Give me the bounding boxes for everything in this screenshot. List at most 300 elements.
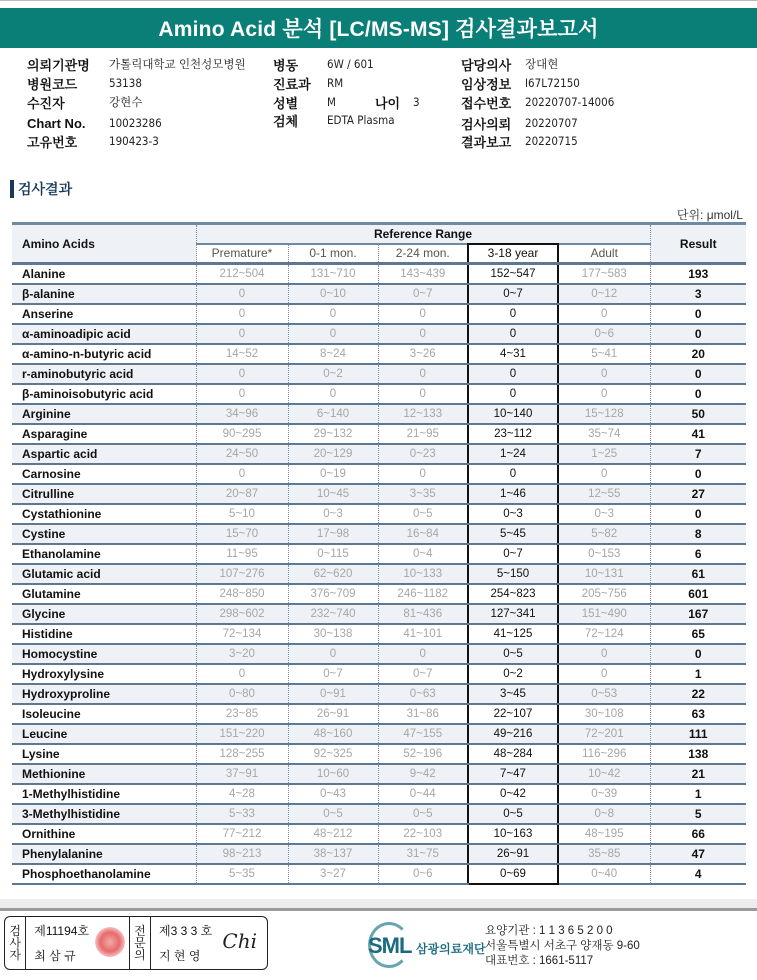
header-3-18-year: 3-18 year bbox=[468, 244, 558, 264]
table-row bbox=[12, 544, 746, 564]
info-label: 검체 bbox=[273, 113, 299, 129]
reference-range-m2-24: 9~42 bbox=[378, 764, 468, 784]
reference-range-y3-18: 23~112 bbox=[468, 424, 558, 444]
result-value: 0 bbox=[650, 504, 746, 524]
reference-range-premature: 248~850 bbox=[196, 584, 288, 604]
reference-range-y3-18: 0~5 bbox=[468, 804, 558, 824]
table-row bbox=[12, 684, 746, 704]
result-value: 601 bbox=[650, 584, 746, 604]
reference-range-adult: 0~39 bbox=[558, 784, 650, 804]
reference-range-m0-1: 26~91 bbox=[288, 704, 378, 724]
reference-range-m0-1: 6~140 bbox=[288, 404, 378, 424]
reference-range-adult: 5~82 bbox=[558, 524, 650, 544]
reference-range-m0-1: 30~138 bbox=[288, 624, 378, 644]
tester-name: 최 삼 규 bbox=[34, 949, 76, 963]
reference-range-adult: 0~53 bbox=[558, 684, 650, 704]
footer-divider bbox=[0, 899, 757, 911]
table-row bbox=[12, 864, 746, 884]
info-value: 강현수 bbox=[109, 95, 143, 109]
info-value: 20220715 bbox=[525, 134, 578, 148]
reference-range-y3-18: 48~284 bbox=[468, 744, 558, 764]
header-result: Result bbox=[650, 224, 746, 264]
reference-range-m0-1: 29~132 bbox=[288, 424, 378, 444]
info-label: 임상정보 bbox=[461, 76, 512, 92]
result-value: 1 bbox=[650, 784, 746, 804]
table-row bbox=[12, 784, 746, 804]
result-value: 3 bbox=[650, 284, 746, 304]
result-value: 138 bbox=[650, 744, 746, 764]
reference-range-m2-24: 0~7 bbox=[378, 284, 468, 304]
reference-range-m0-1: 8~24 bbox=[288, 344, 378, 364]
role-char: 전 bbox=[134, 924, 146, 938]
info-label: 진료과 bbox=[273, 76, 311, 92]
reference-range-premature: 5~35 bbox=[196, 864, 288, 884]
reference-range-y3-18: 0 bbox=[468, 384, 558, 404]
amino-acid-name: r-aminobutyric acid bbox=[12, 364, 196, 384]
amino-acid-name: 3-Methylhistidine bbox=[12, 804, 196, 824]
table-row bbox=[12, 304, 746, 324]
result-value: 20 bbox=[650, 344, 746, 364]
reference-range-adult: 35~85 bbox=[558, 844, 650, 864]
amino-acid-name: Methionine bbox=[12, 764, 196, 784]
reference-range-premature: 0 bbox=[196, 284, 288, 304]
result-value: 0 bbox=[650, 644, 746, 664]
amino-acid-name: 1-Methylhistidine bbox=[12, 784, 196, 804]
reference-range-m0-1: 38~137 bbox=[288, 844, 378, 864]
reference-range-m2-24: 12~133 bbox=[378, 404, 468, 424]
reference-range-m2-24: 0 bbox=[378, 304, 468, 324]
reference-range-premature: 34~96 bbox=[196, 404, 288, 424]
reference-range-m2-24: 3~26 bbox=[378, 344, 468, 364]
logo-abbr: SML bbox=[368, 933, 412, 958]
reference-range-m2-24: 0~63 bbox=[378, 684, 468, 704]
table-row bbox=[12, 484, 746, 504]
result-value: 66 bbox=[650, 824, 746, 844]
reference-range-adult: 205~756 bbox=[558, 584, 650, 604]
result-value: 4 bbox=[650, 864, 746, 884]
reference-range-adult: 0~12 bbox=[558, 284, 650, 304]
reference-range-adult: 72~201 bbox=[558, 724, 650, 744]
reference-range-m2-24: 0~5 bbox=[378, 804, 468, 824]
reference-range-m0-1: 62~620 bbox=[288, 564, 378, 584]
reference-range-adult: 0~3 bbox=[558, 504, 650, 524]
reference-range-m0-1: 0 bbox=[288, 384, 378, 404]
amino-acid-name: Phosphoethanolamine bbox=[12, 864, 196, 884]
amino-acid-name: Cystathionine bbox=[12, 504, 196, 524]
unit-label: 단위: μmol/L bbox=[676, 208, 743, 222]
info-label: 성별 bbox=[273, 95, 299, 111]
result-value: 61 bbox=[650, 564, 746, 584]
tester-role bbox=[5, 917, 26, 969]
reference-range-m2-24: 143~439 bbox=[378, 264, 468, 284]
reference-range-premature: 3~20 bbox=[196, 644, 288, 664]
reference-range-m0-1: 3~27 bbox=[288, 864, 378, 884]
result-value: 0 bbox=[650, 464, 746, 484]
reference-range-adult: 72~124 bbox=[558, 624, 650, 644]
reference-range-m0-1: 232~740 bbox=[288, 604, 378, 624]
reference-range-adult: 15~128 bbox=[558, 404, 650, 424]
reference-range-y3-18: 0~3 bbox=[468, 504, 558, 524]
table-row bbox=[12, 404, 746, 424]
reference-range-premature: 5~10 bbox=[196, 504, 288, 524]
section-marker bbox=[10, 180, 14, 198]
info-label: 고유번호 bbox=[27, 134, 78, 150]
reference-range-adult: 35~74 bbox=[558, 424, 650, 444]
amino-acid-name: α-aminoadipic acid bbox=[12, 324, 196, 344]
result-value: 8 bbox=[650, 524, 746, 544]
reference-range-adult: 0 bbox=[558, 364, 650, 384]
sml-logo bbox=[366, 922, 486, 968]
reference-range-m2-24: 31~75 bbox=[378, 844, 468, 864]
result-value: 5 bbox=[650, 804, 746, 824]
reference-range-adult: 0 bbox=[558, 644, 650, 664]
amino-acid-name: Citrulline bbox=[12, 484, 196, 504]
reference-range-y3-18: 26~91 bbox=[468, 844, 558, 864]
result-value: 0 bbox=[650, 304, 746, 324]
reference-range-m2-24: 21~95 bbox=[378, 424, 468, 444]
reference-range-m2-24: 0 bbox=[378, 324, 468, 344]
reference-range-m2-24: 81~436 bbox=[378, 604, 468, 624]
info-label: Chart No. bbox=[27, 115, 86, 131]
table-row bbox=[12, 284, 746, 304]
reference-range-m2-24: 0 bbox=[378, 364, 468, 384]
reference-range-premature: 0 bbox=[196, 664, 288, 684]
info-label: 검사의뢰 bbox=[461, 116, 512, 132]
reference-range-m0-1: 131~710 bbox=[288, 264, 378, 284]
reference-range-adult: 0 bbox=[558, 384, 650, 404]
reference-range-premature: 0 bbox=[196, 304, 288, 324]
amino-acid-name: Anserine bbox=[12, 304, 196, 324]
reference-range-y3-18: 5~45 bbox=[468, 524, 558, 544]
result-value: 6 bbox=[650, 544, 746, 564]
report-title: Amino Acid 분석 [LC/MS-MS] 검사결과보고서 bbox=[0, 8, 757, 48]
amino-acid-name: Isoleucine bbox=[12, 704, 196, 724]
reference-range-adult: 0~40 bbox=[558, 864, 650, 884]
reference-range-premature: 37~91 bbox=[196, 764, 288, 784]
reference-range-y3-18: 0~5 bbox=[468, 644, 558, 664]
info-label: 병원코드 bbox=[27, 76, 78, 92]
info-value: 10023286 bbox=[109, 116, 162, 130]
table-row bbox=[12, 704, 746, 724]
result-value: 1 bbox=[650, 664, 746, 684]
reference-range-y3-18: 10~140 bbox=[468, 404, 558, 424]
reference-range-premature: 128~255 bbox=[196, 744, 288, 764]
info-label: 접수번호 bbox=[461, 95, 512, 111]
reference-range-y3-18: 0~2 bbox=[468, 664, 558, 684]
table-row bbox=[12, 444, 746, 464]
reference-range-m0-1: 0~7 bbox=[288, 664, 378, 684]
table-row bbox=[12, 324, 746, 344]
reference-range-premature: 0~80 bbox=[196, 684, 288, 704]
result-value: 167 bbox=[650, 604, 746, 624]
org-line: 대표번호 : 1661-5117 bbox=[485, 955, 594, 967]
header-amino-acids: Amino Acids bbox=[12, 224, 196, 264]
reference-range-premature: 23~85 bbox=[196, 704, 288, 724]
reference-range-adult: 5~41 bbox=[558, 344, 650, 364]
reference-range-y3-18: 254~823 bbox=[468, 584, 558, 604]
org-line: 요양기관 : 1 1 3 6 5 2 0 0 bbox=[485, 925, 613, 937]
table-row bbox=[12, 424, 746, 444]
info-value: EDTA Plasma bbox=[327, 113, 395, 127]
info-value: 190423-3 bbox=[109, 134, 159, 148]
result-value: 63 bbox=[650, 704, 746, 724]
reference-range-m2-24: 16~84 bbox=[378, 524, 468, 544]
reference-range-m2-24: 22~103 bbox=[378, 824, 468, 844]
result-value: 0 bbox=[650, 364, 746, 384]
reference-range-premature: 98~213 bbox=[196, 844, 288, 864]
age-value: 3 bbox=[413, 95, 420, 109]
info-value: 6W / 601 bbox=[327, 57, 374, 71]
reference-range-y3-18: 7~47 bbox=[468, 764, 558, 784]
reference-range-y3-18: 1~24 bbox=[468, 444, 558, 464]
info-label: 수진자 bbox=[27, 95, 65, 111]
info-value: 20220707 bbox=[525, 116, 578, 130]
header-premature: Premature* bbox=[196, 244, 288, 264]
table-row bbox=[12, 344, 746, 364]
amino-acid-name: Cystine bbox=[12, 524, 196, 544]
result-value: 50 bbox=[650, 404, 746, 424]
reference-range-y3-18: 127~341 bbox=[468, 604, 558, 624]
reference-range-m0-1: 10~60 bbox=[288, 764, 378, 784]
reference-range-adult: 10~42 bbox=[558, 764, 650, 784]
amino-acid-name: Asparagine bbox=[12, 424, 196, 444]
reference-range-m2-24: 0 bbox=[378, 384, 468, 404]
reference-range-premature: 90~295 bbox=[196, 424, 288, 444]
result-value: 47 bbox=[650, 844, 746, 864]
reference-range-premature: 24~50 bbox=[196, 444, 288, 464]
seal-stamp-icon bbox=[95, 927, 125, 957]
result-value: 27 bbox=[650, 484, 746, 504]
reference-range-y3-18: 0 bbox=[468, 304, 558, 324]
table-row bbox=[12, 664, 746, 684]
reference-range-m0-1: 20~129 bbox=[288, 444, 378, 464]
reference-range-m2-24: 41~101 bbox=[378, 624, 468, 644]
reference-range-premature: 4~28 bbox=[196, 784, 288, 804]
org-info bbox=[485, 924, 640, 969]
table-row bbox=[12, 604, 746, 624]
reference-range-m0-1: 48~160 bbox=[288, 724, 378, 744]
reference-range-m2-24: 0~4 bbox=[378, 544, 468, 564]
role-char: 사 bbox=[9, 936, 21, 950]
reference-range-premature: 0 bbox=[196, 324, 288, 344]
reference-range-adult: 0 bbox=[558, 304, 650, 324]
table-row bbox=[12, 764, 746, 784]
reference-range-m0-1: 10~45 bbox=[288, 484, 378, 504]
table-row bbox=[12, 564, 746, 584]
result-value: 65 bbox=[650, 624, 746, 644]
reference-range-m0-1: 0~2 bbox=[288, 364, 378, 384]
result-value: 21 bbox=[650, 764, 746, 784]
info-value: 53138 bbox=[109, 76, 142, 90]
table-row bbox=[12, 524, 746, 544]
reference-range-m0-1: 0~3 bbox=[288, 504, 378, 524]
info-value: 가톨릭대학교 인천성모병원 bbox=[109, 57, 246, 71]
reference-range-adult: 0~153 bbox=[558, 544, 650, 564]
table-row bbox=[12, 824, 746, 844]
amino-acid-name: Carnosine bbox=[12, 464, 196, 484]
amino-acid-name: Glutamic acid bbox=[12, 564, 196, 584]
reference-range-y3-18: 152~547 bbox=[468, 264, 558, 284]
reference-range-m0-1: 48~212 bbox=[288, 824, 378, 844]
amino-acid-name: Leucine bbox=[12, 724, 196, 744]
reference-range-adult: 10~131 bbox=[558, 564, 650, 584]
reference-range-premature: 0 bbox=[196, 464, 288, 484]
results-table bbox=[12, 222, 746, 885]
amino-acid-name: β-alanine bbox=[12, 284, 196, 304]
amino-acid-name: Ornithine bbox=[12, 824, 196, 844]
age-label: 나이 bbox=[375, 95, 401, 111]
reference-range-premature: 14~52 bbox=[196, 344, 288, 364]
reference-range-premature: 0 bbox=[196, 384, 288, 404]
reference-range-m2-24: 3~35 bbox=[378, 484, 468, 504]
signature-box bbox=[4, 916, 268, 970]
result-value: 0 bbox=[650, 324, 746, 344]
reference-range-y3-18: 0 bbox=[468, 324, 558, 344]
table-row bbox=[12, 464, 746, 484]
table-row bbox=[12, 724, 746, 744]
reference-range-premature: 0 bbox=[196, 364, 288, 384]
amino-acid-name: Hydroxyproline bbox=[12, 684, 196, 704]
info-value: 20220707-14006 bbox=[525, 95, 615, 109]
tester-license: 제11194호 bbox=[34, 924, 90, 938]
reference-range-m2-24: 31~86 bbox=[378, 704, 468, 724]
reference-range-m0-1: 0 bbox=[288, 324, 378, 344]
reference-range-m0-1: 0~10 bbox=[288, 284, 378, 304]
table-row bbox=[12, 744, 746, 764]
amino-acid-name: Lysine bbox=[12, 744, 196, 764]
reference-range-adult: 0 bbox=[558, 664, 650, 684]
reference-range-m2-24: 0 bbox=[378, 644, 468, 664]
reference-range-premature: 298~602 bbox=[196, 604, 288, 624]
specialist-cell bbox=[151, 917, 267, 969]
reference-range-y3-18: 0~69 bbox=[468, 864, 558, 884]
amino-acid-name: Glycine bbox=[12, 604, 196, 624]
reference-range-adult: 1~25 bbox=[558, 444, 650, 464]
reference-range-premature: 107~276 bbox=[196, 564, 288, 584]
reference-range-m0-1: 0~115 bbox=[288, 544, 378, 564]
reference-range-y3-18: 3~45 bbox=[468, 684, 558, 704]
reference-range-y3-18: 49~216 bbox=[468, 724, 558, 744]
reference-range-m0-1: 0 bbox=[288, 304, 378, 324]
reference-range-m0-1: 0 bbox=[288, 644, 378, 664]
reference-range-y3-18: 4~31 bbox=[468, 344, 558, 364]
amino-acid-name: Histidine bbox=[12, 624, 196, 644]
reference-range-m0-1: 0~19 bbox=[288, 464, 378, 484]
table-row bbox=[12, 644, 746, 664]
amino-acid-name: Arginine bbox=[12, 404, 196, 424]
info-value: I67L72150 bbox=[525, 76, 580, 90]
org-line: 서울특별시 서초구 양재동 9-60 bbox=[485, 940, 640, 952]
reference-range-m2-24: 0~44 bbox=[378, 784, 468, 804]
reference-range-y3-18: 0~7 bbox=[468, 284, 558, 304]
table-row bbox=[12, 384, 746, 404]
table-row bbox=[12, 364, 746, 384]
reference-range-adult: 116~296 bbox=[558, 744, 650, 764]
reference-range-adult: 177~583 bbox=[558, 264, 650, 284]
reference-range-y3-18: 1~46 bbox=[468, 484, 558, 504]
signature: Chi bbox=[222, 929, 257, 953]
reference-range-premature: 11~95 bbox=[196, 544, 288, 564]
reference-range-y3-18: 0~7 bbox=[468, 544, 558, 564]
result-value: 22 bbox=[650, 684, 746, 704]
reference-range-m2-24: 0~5 bbox=[378, 504, 468, 524]
reference-range-adult: 30~108 bbox=[558, 704, 650, 724]
amino-acid-name: Homocystine bbox=[12, 644, 196, 664]
table-row bbox=[12, 804, 746, 824]
reference-range-premature: 20~87 bbox=[196, 484, 288, 504]
amino-acid-name: Hydroxylysine bbox=[12, 664, 196, 684]
reference-range-m2-24: 10~133 bbox=[378, 564, 468, 584]
info-label: 병동 bbox=[273, 57, 299, 73]
result-value: 41 bbox=[650, 424, 746, 444]
specialist-license: 제3 3 3 호 bbox=[159, 924, 213, 938]
section-title: 검사결과 bbox=[18, 181, 73, 197]
reference-range-m0-1: 0~5 bbox=[288, 804, 378, 824]
logo-name: 삼광의료재단 bbox=[416, 942, 486, 956]
info-value: RM bbox=[327, 76, 344, 90]
table-row bbox=[12, 264, 746, 284]
table-row bbox=[12, 844, 746, 864]
section-heading bbox=[10, 179, 72, 199]
table-row bbox=[12, 504, 746, 524]
reference-range-m0-1: 376~709 bbox=[288, 584, 378, 604]
reference-range-adult: 48~195 bbox=[558, 824, 650, 844]
reference-range-adult: 151~490 bbox=[558, 604, 650, 624]
role-char: 검 bbox=[9, 924, 21, 938]
info-value: 장대현 bbox=[525, 57, 559, 71]
header-0-1-mon: 0-1 mon. bbox=[288, 244, 378, 264]
result-value: 0 bbox=[650, 384, 746, 404]
specialist-name: 지 현 영 bbox=[159, 949, 201, 963]
reference-range-m2-24: 52~196 bbox=[378, 744, 468, 764]
reference-range-adult: 0 bbox=[558, 464, 650, 484]
result-value: 193 bbox=[650, 264, 746, 284]
role-char: 자 bbox=[9, 948, 21, 962]
amino-acid-name: Ethanolamine bbox=[12, 544, 196, 564]
reference-range-y3-18: 10~163 bbox=[468, 824, 558, 844]
role-char: 의 bbox=[134, 948, 146, 962]
reference-range-y3-18: 0 bbox=[468, 464, 558, 484]
reference-range-adult: 12~55 bbox=[558, 484, 650, 504]
reference-range-premature: 5~33 bbox=[196, 804, 288, 824]
reference-range-m0-1: 17~98 bbox=[288, 524, 378, 544]
amino-acid-name: Alanine bbox=[12, 264, 196, 284]
reference-range-y3-18: 22~107 bbox=[468, 704, 558, 724]
specialist-role bbox=[130, 917, 151, 969]
result-value: 7 bbox=[650, 444, 746, 464]
header-adult: Adult bbox=[558, 244, 650, 264]
info-label: 담당의사 bbox=[461, 57, 512, 73]
reference-range-m2-24: 0 bbox=[378, 464, 468, 484]
reference-range-premature: 15~70 bbox=[196, 524, 288, 544]
reference-range-y3-18: 5~150 bbox=[468, 564, 558, 584]
reference-range-m0-1: 92~325 bbox=[288, 744, 378, 764]
reference-range-premature: 212~504 bbox=[196, 264, 288, 284]
header-reference-range: Reference Range bbox=[196, 224, 650, 244]
amino-acid-name: Aspartic acid bbox=[12, 444, 196, 464]
reference-range-y3-18: 41~125 bbox=[468, 624, 558, 644]
reference-range-m2-24: 246~1182 bbox=[378, 584, 468, 604]
info-label: 의뢰기관명 bbox=[27, 57, 90, 73]
reference-range-m0-1: 0~43 bbox=[288, 784, 378, 804]
reference-range-m2-24: 47~155 bbox=[378, 724, 468, 744]
reference-range-adult: 0~8 bbox=[558, 804, 650, 824]
table-row bbox=[12, 624, 746, 644]
reference-range-premature: 77~212 bbox=[196, 824, 288, 844]
reference-range-adult: 0~6 bbox=[558, 324, 650, 344]
amino-acid-name: Phenylalanine bbox=[12, 844, 196, 864]
amino-acid-name: β-aminoisobutyric acid bbox=[12, 384, 196, 404]
